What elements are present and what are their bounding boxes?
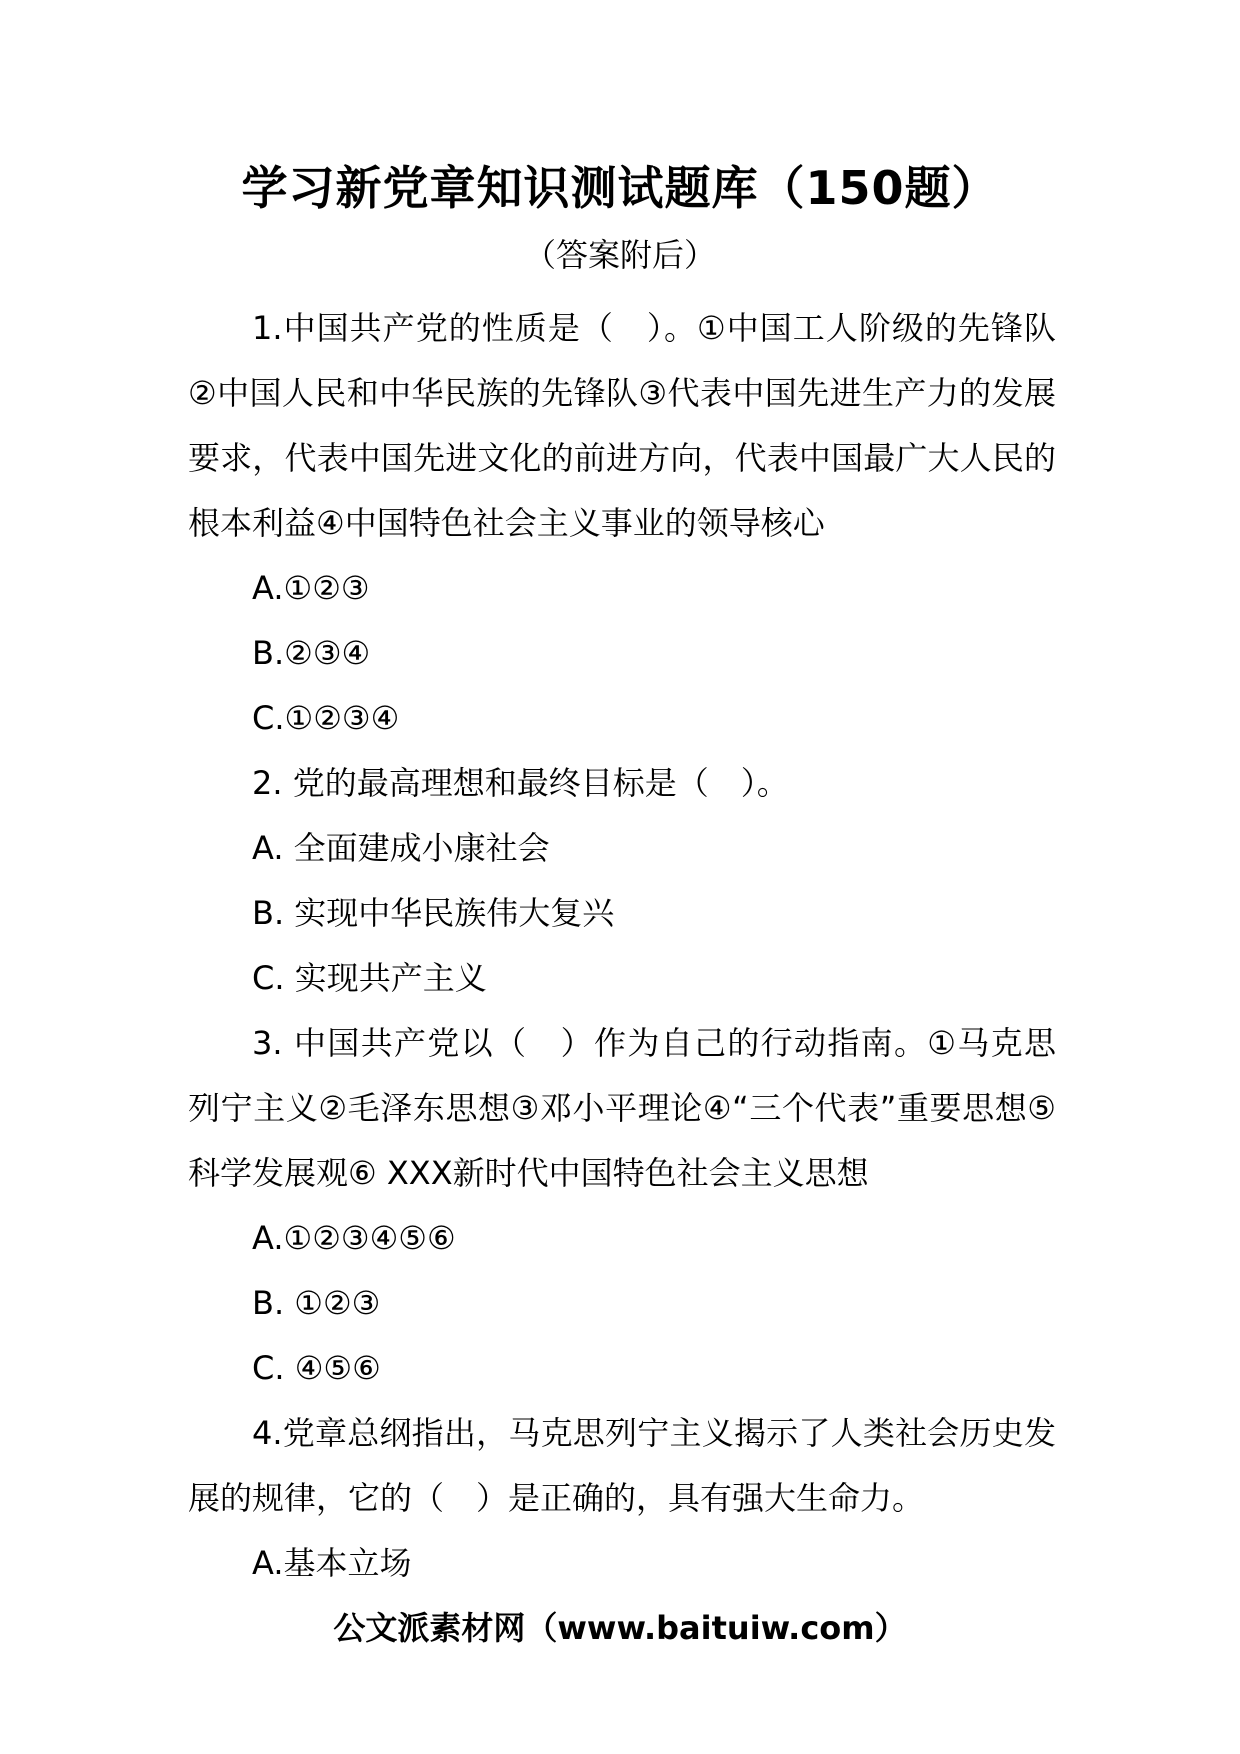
question-option: C. 实现共产主义 bbox=[252, 959, 487, 997]
question-option: A.①②③ bbox=[252, 569, 370, 607]
page-footer-source: 公文派素材网（www.baituiw.com） bbox=[333, 1609, 907, 1647]
question-option: B. ①②③ bbox=[252, 1284, 381, 1322]
question-option: A.①②③④⑤⑥ bbox=[252, 1219, 456, 1257]
question-stem: 1.中国共产党的性质是（ ）。①中国工人阶级的先锋队②中国人民和中华民族的先锋队③代表中国先进生产力的发展要求，代表中国先进文化的前进方向，代表中国最广大人民的根本利益④中国特色社会主义事业的领导核心 bbox=[188, 309, 1056, 542]
question-option: A. 全面建成小康社会 bbox=[252, 829, 550, 867]
question-option: C. ④⑤⑥ bbox=[252, 1349, 381, 1387]
question-4 bbox=[188, 1401, 1056, 1596]
question-option: B.②③④ bbox=[252, 634, 371, 672]
question-stem: 3. 中国共产党以（ ）作为自己的行动指南。①马克思列宁主义②毛泽东思想③邓小平理论④“三个代表”重要思想⑤科学发展观⑥ XXX新时代中国特色社会主义思想 bbox=[188, 1024, 1056, 1192]
question-option: C.①②③④ bbox=[252, 699, 400, 737]
question-2 bbox=[188, 751, 1056, 1011]
question-option: B. 实现中华民族伟大复兴 bbox=[252, 894, 615, 932]
document-title: 学习新党章知识测试题库（150题） bbox=[241, 161, 999, 215]
question-stem: 2. 党的最高理想和最终目标是（ ）。 bbox=[252, 764, 789, 802]
question-stem: 4.党章总纲指出，马克思列宁主义揭示了人类社会历史发展的规律，它的（ ）是正确的，具有强大生命力。 bbox=[188, 1414, 1056, 1517]
question-list bbox=[188, 296, 1056, 1596]
document-subtitle: （答案附后） bbox=[523, 236, 716, 274]
question-option: A.基本立场 bbox=[252, 1544, 412, 1582]
question-1 bbox=[188, 296, 1056, 751]
question-3 bbox=[188, 1011, 1056, 1401]
